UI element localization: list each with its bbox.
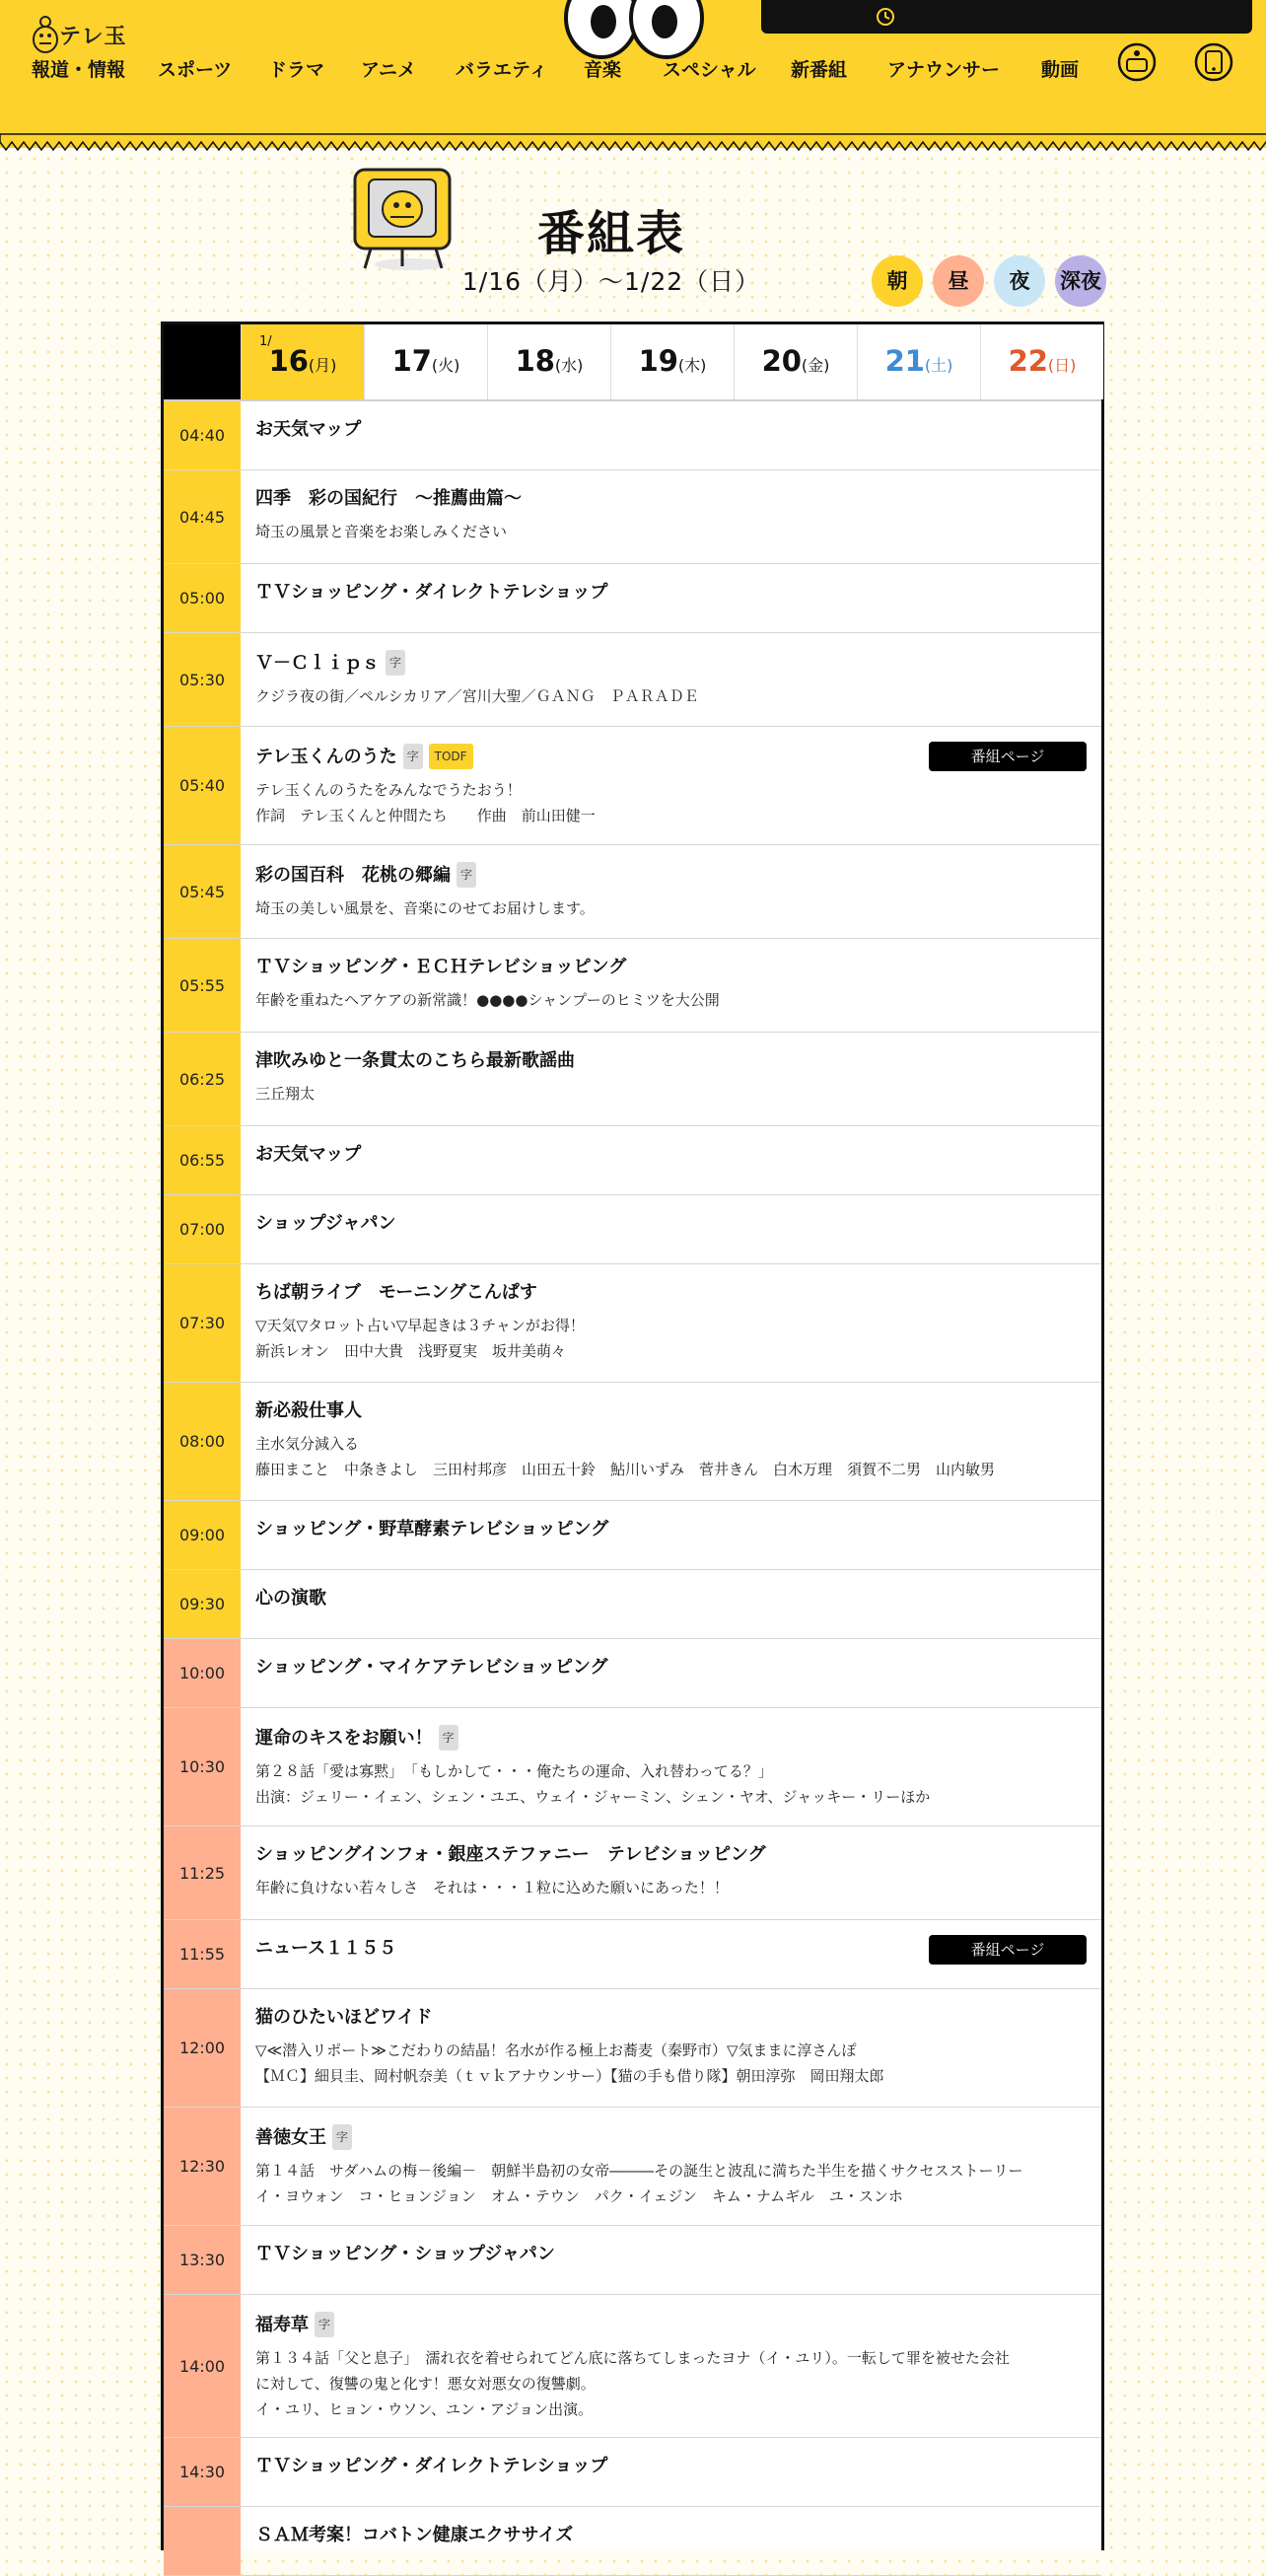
program-time: 12:30 — [164, 2108, 241, 2225]
program-title-line — [255, 1399, 1084, 1423]
program-row[interactable] — [164, 1920, 1101, 1989]
day-weekday: (水) — [554, 356, 584, 375]
main-nav — [0, 49, 1266, 89]
program-time: 10:30 — [164, 1708, 241, 1825]
program-time: 06:25 — [164, 1033, 241, 1125]
day-tab-16[interactable] — [241, 324, 364, 399]
program-time: 04:45 — [164, 470, 241, 563]
program-time: 06:55 — [164, 1126, 241, 1194]
program-title-line — [255, 1518, 1084, 1541]
nav-item-sports[interactable]: スポーツ — [158, 59, 233, 81]
program-row[interactable] — [164, 1264, 1101, 1383]
program-title[interactable]: Ｖ－Ｃｌｉｐｓ — [255, 653, 380, 674]
program-title-line — [255, 1281, 1084, 1305]
program-desc-line: 出演：ジェリー・イェン、シェン・ユエ、ウェイ・ジャーミン、シェン・ヤオ、ジャッキー・リーほか — [255, 1788, 931, 1806]
program-time: 07:00 — [164, 1195, 241, 1263]
nav-item-music[interactable]: 音楽 — [584, 59, 622, 81]
nav-item-news[interactable]: 報道・情報 — [32, 59, 126, 81]
program-description — [255, 2345, 1084, 2422]
program-title[interactable]: ちば朝ライブ モーニングこんぱす — [255, 1282, 537, 1303]
program-time: 14:30 — [164, 2438, 241, 2506]
program-desc-line: 作詞 テレ玉くんと仲間たち 作曲 前山田健一 — [255, 807, 596, 824]
subtitle-tag: 字 — [315, 2312, 334, 2337]
day-label — [735, 344, 857, 378]
program-description — [255, 1431, 1084, 1482]
day-tab-20[interactable] — [734, 324, 857, 399]
nav-item-anime[interactable]: アニメ — [361, 59, 417, 81]
program-time — [164, 2507, 241, 2575]
program-title[interactable]: 心の演歌 — [255, 1588, 326, 1609]
program-title[interactable]: お天気マップ — [255, 1144, 362, 1165]
program-row[interactable] — [164, 1708, 1101, 1826]
program-row[interactable] — [164, 470, 1101, 564]
program-time: 14:00 — [164, 2295, 241, 2437]
day-label — [242, 344, 364, 378]
program-desc-line: 埼玉の風景と音楽をお楽しみください — [255, 523, 508, 540]
program-title-line — [255, 2006, 1084, 2030]
program-title-line — [255, 2455, 1084, 2478]
program-info — [255, 2006, 1084, 2089]
program-title-line — [255, 2312, 1084, 2337]
program-title[interactable]: お天気マップ — [255, 419, 362, 440]
program-description — [255, 683, 1084, 709]
nav-item-special[interactable]: スペシャル — [663, 59, 756, 81]
program-title-line — [255, 1843, 1084, 1867]
program-title-line — [255, 2524, 1084, 2547]
program-title[interactable]: 津吹みゆと一条貫太のこちら最新歌謡曲 — [255, 1050, 575, 1071]
program-info — [255, 2524, 1084, 2547]
program-time: 05:55 — [164, 939, 241, 1032]
day-number: 17 — [391, 344, 432, 378]
program-description — [255, 519, 1084, 544]
nav-item-variety[interactable]: バラエティ — [456, 59, 548, 81]
program-row[interactable] — [164, 939, 1101, 1033]
day-number: 20 — [761, 344, 802, 378]
tv-mascot-icon — [347, 166, 465, 274]
program-info — [255, 1518, 1084, 1541]
program-info — [255, 1843, 1084, 1900]
program-title-line — [255, 487, 1084, 511]
program-time: 12:00 — [164, 1989, 241, 2107]
program-info — [255, 956, 1084, 1013]
program-row[interactable] — [164, 2507, 1101, 2576]
day-number: 18 — [515, 344, 555, 378]
subtitle-tag: 字 — [439, 1725, 458, 1751]
program-title[interactable]: 福寿草 — [255, 2315, 309, 2335]
program-info — [255, 2312, 1084, 2422]
day-tab-17[interactable] — [364, 324, 487, 399]
program-desc-line: テレ玉くんのうたをみんなでうたおう！ — [255, 781, 522, 799]
program-row[interactable] — [164, 401, 1101, 470]
day-weekday: (月) — [308, 356, 337, 375]
day-label — [611, 344, 734, 378]
program-info — [255, 1399, 1084, 1482]
subtitle-tag: 字 — [386, 650, 405, 676]
program-time: 04:40 — [164, 401, 241, 469]
program-info — [255, 2243, 1084, 2266]
day-weekday: (日) — [1047, 356, 1077, 375]
program-row[interactable] — [164, 1126, 1101, 1195]
day-tab-18[interactable] — [487, 324, 610, 399]
program-desc-line: 年齢を重ねたヘアケアの新常識！●●●●シャンプーのヒミツを大公開 — [255, 991, 720, 1009]
date-header — [164, 324, 1101, 401]
day-tab-21[interactable] — [857, 324, 980, 399]
program-row[interactable] — [164, 2226, 1101, 2295]
program-row[interactable] — [164, 2438, 1101, 2507]
program-title[interactable]: ショップジャパン — [255, 1213, 396, 1234]
program-info — [255, 2124, 1084, 2209]
page-title: 番組表 — [536, 206, 685, 261]
program-desc-line: 年齢に負けない若々しさ それは・・・１粒に込めた願いにあった！！ — [255, 1879, 729, 1896]
tod-night-button[interactable]: 夜 — [994, 255, 1045, 307]
program-row[interactable] — [164, 1570, 1101, 1639]
schedule-table — [161, 322, 1104, 2550]
program-title[interactable]: テレ玉くんのうた — [255, 747, 397, 767]
day-tab-19[interactable] — [610, 324, 734, 399]
program-title-line — [255, 650, 1084, 676]
program-info — [255, 1049, 1084, 1107]
program-description — [255, 1313, 1084, 1364]
program-info — [255, 581, 1084, 605]
clock-bar — [761, 0, 1252, 34]
program-row[interactable] — [164, 633, 1101, 727]
program-info — [255, 1587, 1084, 1610]
day-weekday: (土) — [924, 356, 953, 375]
day-number: 21 — [884, 344, 925, 378]
program-title-line — [255, 1143, 1084, 1167]
program-description — [255, 777, 1084, 828]
program-row[interactable] — [164, 1501, 1101, 1570]
program-info — [255, 1725, 1084, 1810]
program-description — [255, 2158, 1084, 2209]
site-header — [0, 0, 1266, 148]
program-row[interactable] — [164, 2295, 1101, 2438]
program-info — [255, 1656, 1084, 1680]
nav-item-video[interactable]: 動画 — [1041, 59, 1080, 81]
program-title[interactable]: 彩の国百科 花桃の郷編 — [255, 865, 451, 886]
program-info — [255, 862, 1084, 921]
program-desc-line: イ・ユリ、ヒョン・ウソン、ユン・アジョン出演。 — [255, 2400, 594, 2418]
program-time: 09:00 — [164, 1501, 241, 1569]
program-desc-line: 【ＭＣ】細貝圭、岡村帆奈美（ｔｖｋアナウンサー）【猫の手も借り隊】朝田淳弥 岡田翔太郎 — [255, 2067, 884, 2085]
program-title[interactable]: ショッピング・野草酵素テレビショッピング — [255, 1519, 609, 1539]
day-number: 19 — [638, 344, 678, 378]
day-label — [858, 344, 980, 378]
program-time: 10:00 — [164, 1639, 241, 1707]
subtitle-tag: 字 — [457, 862, 476, 888]
day-label — [365, 344, 487, 378]
program-desc-line: 藤田まこと 中条きよし 三田村邦彦 山田五十鈴 鮎川いずみ 菅井きん 白木万理 須賀不二男 山内敏男 — [255, 1461, 996, 1478]
program-info — [255, 1281, 1084, 1364]
program-row[interactable] — [164, 1826, 1101, 1920]
program-title-line — [255, 2124, 1084, 2150]
nav-item-announcer[interactable]: アナウンサー — [887, 59, 1001, 81]
program-title[interactable]: ＴＶショッピング・ショップジャパン — [255, 2244, 555, 2264]
program-desc-line: に対して、復讐の鬼と化す！悪女対悪女の復讐劇。 — [255, 2375, 596, 2393]
program-title-line — [255, 1656, 1084, 1680]
program-title[interactable]: 善徳女王 — [255, 2127, 326, 2148]
program-desc-line: ▽≪潜入リポート≫こだわりの結晶！名水が作る極上お蕎麦（秦野市）▽気ままに淳さんぽ — [255, 2041, 857, 2059]
program-time: 05:40 — [164, 727, 241, 844]
date-range: 1/16（月）〜1/22（日） — [461, 267, 761, 296]
program-title[interactable]: 新必殺仕事人 — [255, 1400, 362, 1421]
program-desc-line: 第１４話 サダハムの梅－後編－ 朝鮮半島初の女帝―――その誕生と波乱に満ちた半生を描くサクセスストーリー — [255, 2162, 1023, 2180]
program-desc-line: 三丘翔太 — [255, 1085, 316, 1103]
program-title[interactable]: ＴＶショッピング・ＥＣＨテレビショッピング — [255, 957, 627, 977]
program-description — [255, 987, 1084, 1013]
day-number: 22 — [1008, 344, 1048, 378]
program-info — [255, 2455, 1084, 2478]
program-desc-line: ▽天気▽タロット占い▽早起きは３チャンがお得！ — [255, 1317, 585, 1334]
program-title[interactable]: ＴＶショッピング・ダイレクトテレショップ — [255, 582, 608, 603]
program-time: 05:30 — [164, 633, 241, 726]
day-label — [488, 344, 610, 378]
program-row[interactable] — [164, 727, 1101, 845]
program-title-line — [255, 956, 1084, 979]
program-row[interactable] — [164, 1195, 1101, 1264]
day-weekday: (金) — [801, 356, 830, 375]
program-description — [255, 1875, 1084, 1900]
program-page-button[interactable]: 番組ページ — [929, 1935, 1087, 1965]
program-time: 11:55 — [164, 1920, 241, 1988]
program-desc-line: 主水気分減入る — [255, 1435, 360, 1453]
program-title[interactable]: ＴＶショッピング・ダイレクトテレショップ — [255, 2456, 608, 2476]
logo-text[interactable]: テレ玉 — [59, 25, 127, 49]
program-info — [255, 1143, 1084, 1167]
program-desc-line: 第１３４話「父と息子」 濡れ衣を着せられてどん底に落ちてしまったヨナ（イ・ユリ）。一転して罪を被せた会社 — [255, 2349, 1010, 2367]
program-desc-line: 埼玉の美しい風景を、音楽にのせてお届けします。 — [255, 899, 595, 917]
program-title-line — [255, 2243, 1084, 2266]
program-row[interactable] — [164, 2108, 1101, 2226]
nav-item-drama[interactable]: ドラマ — [268, 59, 325, 81]
program-row[interactable] — [164, 564, 1101, 633]
day-weekday: (木) — [677, 356, 707, 375]
subtitle-tag: 字 — [403, 744, 423, 769]
program-title-line — [255, 581, 1084, 605]
day-weekday: (火) — [431, 356, 460, 375]
tod-day-button[interactable]: 昼 — [933, 255, 984, 307]
program-row[interactable] — [164, 1033, 1101, 1126]
program-row[interactable] — [164, 1639, 1101, 1708]
clock-icon — [875, 6, 896, 28]
teletama-channel-badge-icon[interactable] — [1116, 41, 1158, 83]
program-desc-line: イ・ヨウォン コ・ヒョンジョン オム・テウン パク・イェジン キム・ナムギル ユ・スンホ — [255, 2187, 903, 2205]
program-page-button[interactable]: 番組ページ — [929, 742, 1087, 771]
program-title[interactable]: 四季 彩の国紀行 ～推薦曲篇～ — [255, 488, 522, 509]
program-title-line — [255, 1049, 1084, 1073]
program-title[interactable]: ショッピング・マイケアテレビショッピング — [255, 1657, 608, 1678]
program-time: 07:30 — [164, 1264, 241, 1382]
program-time: 11:25 — [164, 1826, 241, 1919]
program-desc-line: クジラ夜の街／ペルシカリア／宮川大聖／ＧＡＮＧ ＰＡＲＡＤＥ — [255, 687, 699, 705]
date-header-corner — [164, 324, 241, 401]
program-title-line — [255, 418, 1084, 442]
program-time: 09:30 — [164, 1570, 241, 1638]
teletama-app-badge-icon[interactable] — [1193, 41, 1234, 83]
nav-item-new[interactable]: 新番組 — [791, 59, 848, 81]
subtitle-tag: 字 — [332, 2124, 352, 2150]
program-title-line — [255, 1725, 1084, 1751]
header-zigzag-edge — [0, 134, 1266, 156]
program-title-line — [255, 1212, 1084, 1236]
program-description — [255, 895, 1084, 921]
program-info — [255, 487, 1084, 544]
tod-late-night-button[interactable]: 深夜 — [1055, 255, 1106, 307]
day-number: 16 — [268, 344, 309, 378]
program-info — [255, 418, 1084, 442]
program-time: 05:45 — [164, 845, 241, 938]
program-info — [255, 650, 1084, 709]
program-title-line — [255, 1587, 1084, 1610]
program-time: 08:00 — [164, 1383, 241, 1500]
todf-tag: TODF — [429, 744, 473, 769]
program-description — [255, 1758, 1084, 1810]
tod-morning-button[interactable]: 朝 — [872, 255, 923, 307]
program-title[interactable]: 運命のキスをお願い！ — [255, 1728, 433, 1749]
program-desc-line: 新浜レオン 田中大貴 浅野夏実 坂井美萌々 — [255, 1342, 567, 1360]
program-title[interactable]: 猫のひたいほどワイド — [255, 2007, 433, 2028]
program-title[interactable]: ショッピングインフォ・銀座ステファニー テレビショッピング — [255, 1844, 766, 1865]
program-row[interactable] — [164, 845, 1101, 939]
program-time: 05:00 — [164, 564, 241, 632]
program-row[interactable] — [164, 1383, 1101, 1501]
day-label — [981, 344, 1103, 378]
program-description — [255, 1081, 1084, 1107]
program-title-line — [255, 862, 1084, 888]
program-info — [255, 1212, 1084, 1236]
program-row[interactable] — [164, 1989, 1101, 2108]
program-desc-line: 第２８話「愛は寡黙」 「もしかして・・・俺たちの運命、入れ替わってる？」 — [255, 1762, 773, 1780]
day-month: 1/ — [259, 334, 272, 349]
program-title[interactable]: ニュース１１５５ — [255, 1938, 397, 1959]
program-description — [255, 2038, 1084, 2089]
day-tab-22[interactable] — [980, 324, 1103, 399]
program-time: 13:30 — [164, 2226, 241, 2294]
program-title[interactable]: ＳＡＭ考案！コバトン健康エクササイズ — [255, 2525, 574, 2545]
